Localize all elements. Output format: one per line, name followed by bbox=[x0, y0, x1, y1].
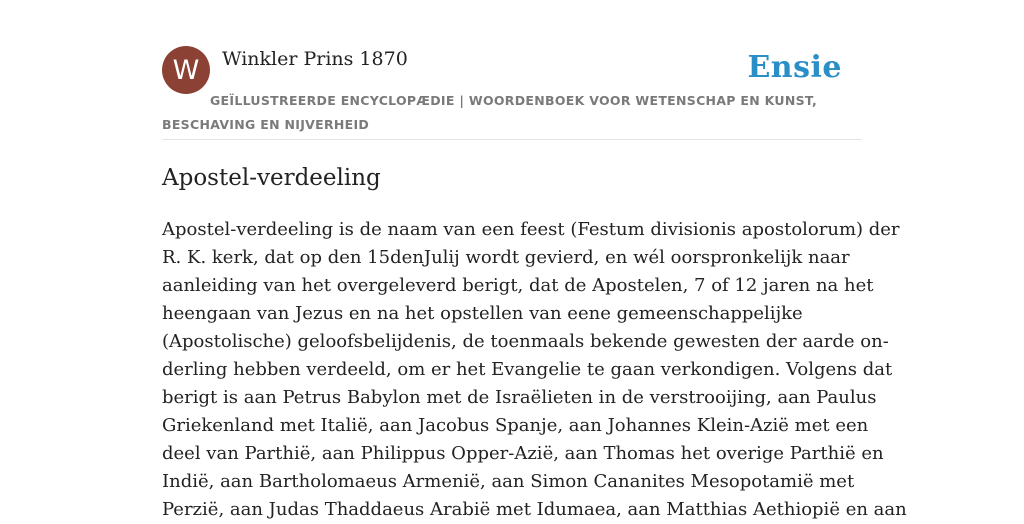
article-line: R. K. kerk, dat op den 15denJulij wordt gevierd, en wél oorspronkelijk naar bbox=[162, 247, 850, 268]
article-line: Griekenland met Italië, aan Jacobus Spanje, aan Johannes Klein-Azië met een bbox=[162, 415, 869, 436]
article-line: Indië, aan Bartholomaeus Armenië, aan Simon Cananites Mesopotamië met bbox=[162, 471, 855, 492]
article-title: Apostel-verdeeling bbox=[162, 165, 381, 191]
header-divider bbox=[162, 139, 862, 140]
article-line: Apostel-verdeeling is de naam van een feest (Festum divisionis apostolorum) der bbox=[162, 219, 900, 240]
source-subtitle: GEÏLLUSTREERDE ENCYCLOPÆDIE | WOORDENBOEK VOOR WETENSCHAP EN KUNST, BESCHAVING EN NIJVERHEID bbox=[162, 93, 818, 132]
article-line: derling hebben verdeeld, om er het Evangelie te gaan verkondigen. Volgens dat bbox=[162, 359, 893, 380]
article-line: Perzië, aan Judas Thaddaeus Arabië met Idumaea, aan Matthias Aethiopië en aan bbox=[162, 499, 907, 520]
source-avatar[interactable]: W bbox=[162, 46, 210, 94]
article-line: deel van Parthië, aan Philippus Opper-Azië, aan Thomas het overige Parthië en bbox=[162, 443, 884, 464]
ensie-logo[interactable]: Ensie bbox=[747, 50, 842, 85]
article-body bbox=[162, 216, 907, 524]
article-line: (Apostolische) geloofsbelijdenis, de toenmaals bekende gewesten der aarde on- bbox=[162, 331, 889, 352]
source-title-link[interactable]: Winkler Prins 1870 bbox=[222, 48, 408, 70]
article-line: heengaan van Jezus en na het opstellen van eene gemeenschappelijke bbox=[162, 303, 803, 324]
article-line: aanleiding van het overgeleverd berigt, dat de Apostelen, 7 of 12 jaren na het bbox=[162, 275, 874, 296]
article-line: berigt is aan Petrus Babylon met de Israëlieten in de verstrooijing, aan Paulus bbox=[162, 387, 877, 408]
